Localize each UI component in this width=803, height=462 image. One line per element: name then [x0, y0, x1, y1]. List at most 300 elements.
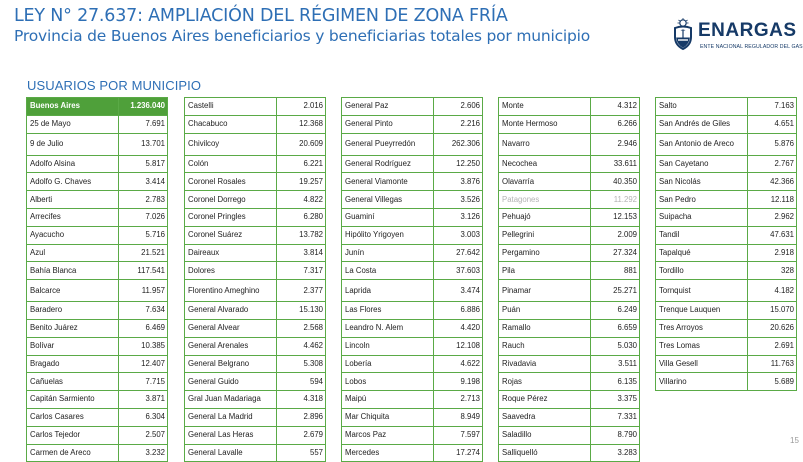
- table-row: [499, 373, 640, 391]
- municipality-name: Pinamar: [499, 280, 591, 302]
- table-row: [342, 208, 483, 226]
- municipality-name: Necochea: [499, 155, 591, 173]
- beneficiaries-count: 20.609: [277, 133, 326, 155]
- table-row: [342, 408, 483, 426]
- beneficiaries-count: 27.324: [591, 244, 640, 262]
- municipality-name: Benito Juárez: [27, 319, 119, 337]
- municipality-name: Ayacucho: [27, 226, 119, 244]
- beneficiaries-count: 3.474: [434, 280, 483, 302]
- municipality-name: Pergamino: [499, 244, 591, 262]
- beneficiaries-count: 2.713: [434, 391, 483, 409]
- table-row: [342, 133, 483, 155]
- table-row: [499, 98, 640, 116]
- municipality-name: General Arenales: [185, 337, 277, 355]
- beneficiaries-count: 40.350: [591, 173, 640, 191]
- municipality-name: Bolívar: [27, 337, 119, 355]
- municipality-name: Pila: [499, 262, 591, 280]
- table-row: [499, 337, 640, 355]
- table-row: [27, 173, 168, 191]
- table-row: [499, 302, 640, 320]
- municipality-name: Tres Lomas: [656, 337, 748, 355]
- municipality-name: Saladillo: [499, 426, 591, 444]
- beneficiaries-count: 3.526: [434, 191, 483, 209]
- municipality-name: Villa Gesell: [656, 355, 748, 373]
- municipality-name: Bragado: [27, 355, 119, 373]
- beneficiaries-count: 4.822: [277, 191, 326, 209]
- beneficiaries-count: 25.271: [591, 280, 640, 302]
- beneficiaries-count: 881: [591, 262, 640, 280]
- municipality-name: Colón: [185, 155, 277, 173]
- municipality-name: General Alvarado: [185, 302, 277, 320]
- table-row: [342, 302, 483, 320]
- municipality-name: Balcarce: [27, 280, 119, 302]
- municipality-name: Capitán Sarmiento: [27, 391, 119, 409]
- table-row: [499, 426, 640, 444]
- table-row: [656, 244, 797, 262]
- beneficiaries-count: 2.568: [277, 319, 326, 337]
- table-row: [27, 280, 168, 302]
- municipality-name: Carlos Tejedor: [27, 426, 119, 444]
- beneficiaries-count: 6.249: [591, 302, 640, 320]
- table-row: [185, 173, 326, 191]
- beneficiaries-count: 4.651: [748, 115, 797, 133]
- table-row: [499, 262, 640, 280]
- beneficiaries-count: 2.016: [277, 98, 326, 116]
- municipality-name: Adolfo G. Chaves: [27, 173, 119, 191]
- beneficiaries-count: 117.541: [119, 262, 168, 280]
- municipality-name: Baradero: [27, 302, 119, 320]
- municipality-name: Lobos: [342, 373, 434, 391]
- municipality-name: Coronel Dorrego: [185, 191, 277, 209]
- table-row: [27, 355, 168, 373]
- municipality-name: San Cayetano: [656, 155, 748, 173]
- table-row: [185, 244, 326, 262]
- beneficiaries-count: 4.622: [434, 355, 483, 373]
- table-row: [342, 337, 483, 355]
- municipality-name: Ramallo: [499, 319, 591, 337]
- table-row: [27, 244, 168, 262]
- table-row: [656, 191, 797, 209]
- beneficiaries-count: 6.304: [119, 408, 168, 426]
- municipality-name: Tordillo: [656, 262, 748, 280]
- municipality-name: General Alvear: [185, 319, 277, 337]
- table-row: [656, 98, 797, 116]
- table-row: [185, 408, 326, 426]
- municipality-name: Villarino: [656, 373, 748, 391]
- municipality-name: San Andrés de Giles: [656, 115, 748, 133]
- municipality-name: Guaminí: [342, 208, 434, 226]
- beneficiaries-count: 47.631: [748, 226, 797, 244]
- table-row: [27, 373, 168, 391]
- table-row: [342, 373, 483, 391]
- beneficiaries-count: 6.266: [591, 115, 640, 133]
- municipality-name: Chivilcoy: [185, 133, 277, 155]
- municipality-table: [498, 97, 640, 462]
- municipality-name: Lobería: [342, 355, 434, 373]
- table-row: [27, 302, 168, 320]
- municipality-name: General Guido: [185, 373, 277, 391]
- table-row: [342, 98, 483, 116]
- table-row: [656, 302, 797, 320]
- beneficiaries-count: 4.318: [277, 391, 326, 409]
- beneficiaries-count: 12.153: [591, 208, 640, 226]
- table-row: [27, 155, 168, 173]
- municipality-name: General Villegas: [342, 191, 434, 209]
- beneficiaries-count: 3.003: [434, 226, 483, 244]
- municipality-name: Dolores: [185, 262, 277, 280]
- municipality-table: [184, 97, 326, 462]
- beneficiaries-count: 3.375: [591, 391, 640, 409]
- table-row: [499, 319, 640, 337]
- municipality-name: Salliquelló: [499, 444, 591, 462]
- municipality-name: 25 de Mayo: [27, 115, 119, 133]
- logo-name: ENARGAS: [698, 20, 797, 41]
- municipality-name: Gral Juan Madariaga: [185, 391, 277, 409]
- table-row: [185, 391, 326, 409]
- municipality-name: Las Flores: [342, 302, 434, 320]
- municipality-table: [655, 97, 797, 391]
- municipality-name: Roque Pérez: [499, 391, 591, 409]
- argentina-coat-of-arms-icon: [670, 18, 696, 50]
- municipality-name: 9 de Julio: [27, 133, 119, 155]
- beneficiaries-count: 5.689: [748, 373, 797, 391]
- beneficiaries-count: 17.274: [434, 444, 483, 462]
- beneficiaries-count: 2.377: [277, 280, 326, 302]
- beneficiaries-count: 328: [748, 262, 797, 280]
- beneficiaries-count: 3.876: [434, 173, 483, 191]
- beneficiaries-count: 6.469: [119, 319, 168, 337]
- beneficiaries-count: 11.292: [591, 191, 640, 209]
- table-row: [499, 444, 640, 462]
- beneficiaries-count: 3.126: [434, 208, 483, 226]
- beneficiaries-count: 42.366: [748, 173, 797, 191]
- municipality-name: San Pedro: [656, 191, 748, 209]
- municipality-name: Leandro N. Alem: [342, 319, 434, 337]
- header: [14, 6, 590, 45]
- beneficiaries-count: 2.767: [748, 155, 797, 173]
- municipality-name: Salto: [656, 98, 748, 116]
- table-row: [656, 115, 797, 133]
- table-row: [342, 115, 483, 133]
- municipality-name: General Paz: [342, 98, 434, 116]
- municipality-name: Castelli: [185, 98, 277, 116]
- table-row: [185, 280, 326, 302]
- table-row: [185, 115, 326, 133]
- municipality-name: Tapalqué: [656, 244, 748, 262]
- page-subtitle: Provincia de Buenos Aires beneficiarios y beneficiarias totales por municipio: [14, 27, 591, 45]
- table-row: [185, 133, 326, 155]
- beneficiaries-count: 7.715: [119, 373, 168, 391]
- municipality-name: Daireaux: [185, 244, 277, 262]
- municipality-name: Navarro: [499, 133, 591, 155]
- beneficiaries-count: 12.108: [434, 337, 483, 355]
- table-row: [656, 208, 797, 226]
- table-row: [342, 391, 483, 409]
- table-row: [499, 226, 640, 244]
- section-title: USUARIOS POR MUNICIPIO: [27, 78, 202, 93]
- table-row: [499, 355, 640, 373]
- beneficiaries-count: 6.135: [591, 373, 640, 391]
- municipality-name: Tres Arroyos: [656, 319, 748, 337]
- table-row: [27, 444, 168, 462]
- table-row: [342, 191, 483, 209]
- municipality-name: Azul: [27, 244, 119, 262]
- municipality-name: Chacabuco: [185, 115, 277, 133]
- municipality-name: Maipú: [342, 391, 434, 409]
- municipality-name: Coronel Suárez: [185, 226, 277, 244]
- beneficiaries-count: 3.814: [277, 244, 326, 262]
- municipality-name: Buenos Aires: [27, 98, 119, 116]
- municipality-name: Trenque Lauquen: [656, 302, 748, 320]
- table-row: [185, 337, 326, 355]
- beneficiaries-count: 20.626: [748, 319, 797, 337]
- table-row: [499, 115, 640, 133]
- table-row: [499, 391, 640, 409]
- municipality-name: Hipólito Yrigoyen: [342, 226, 434, 244]
- beneficiaries-count: 6.886: [434, 302, 483, 320]
- table-row: [499, 408, 640, 426]
- table-row: [27, 337, 168, 355]
- beneficiaries-count: 12.250: [434, 155, 483, 173]
- table-row: [185, 262, 326, 280]
- municipality-name: Rivadavia: [499, 355, 591, 373]
- beneficiaries-count: 7.331: [591, 408, 640, 426]
- beneficiaries-count: 5.817: [119, 155, 168, 173]
- municipality-name: Arrecifes: [27, 208, 119, 226]
- table-row: [656, 373, 797, 391]
- beneficiaries-count: 19.257: [277, 173, 326, 191]
- table-row: [27, 391, 168, 409]
- municipality-name: Olavarría: [499, 173, 591, 191]
- table-row: [185, 226, 326, 244]
- beneficiaries-count: 1.236.040: [119, 98, 168, 116]
- beneficiaries-count: 2.009: [591, 226, 640, 244]
- beneficiaries-count: 13.701: [119, 133, 168, 155]
- beneficiaries-count: 2.691: [748, 337, 797, 355]
- beneficiaries-count: 11.957: [119, 280, 168, 302]
- beneficiaries-count: 15.070: [748, 302, 797, 320]
- municipality-name: Lincoln: [342, 337, 434, 355]
- table-row: [185, 191, 326, 209]
- table-row: [185, 208, 326, 226]
- table-row: [185, 373, 326, 391]
- beneficiaries-count: 12.407: [119, 355, 168, 373]
- municipality-name: General Lavalle: [185, 444, 277, 462]
- table-row: [656, 355, 797, 373]
- municipality-name: Monte Hermoso: [499, 115, 591, 133]
- beneficiaries-count: 15.130: [277, 302, 326, 320]
- beneficiaries-count: 37.603: [434, 262, 483, 280]
- table-row: [342, 226, 483, 244]
- municipality-name: Pellegrini: [499, 226, 591, 244]
- beneficiaries-count: 7.691: [119, 115, 168, 133]
- beneficiaries-count: 7.634: [119, 302, 168, 320]
- municipality-name: Monte: [499, 98, 591, 116]
- province-total-row: [27, 98, 168, 116]
- table-row: [499, 208, 640, 226]
- municipality-name: Saavedra: [499, 408, 591, 426]
- municipality-name: Junín: [342, 244, 434, 262]
- page-title: LEY N° 27.637: AMPLIACIÓN DEL RÉGIMEN DE ZONA FRÍA: [14, 6, 508, 26]
- beneficiaries-count: 2.896: [277, 408, 326, 426]
- municipality-name: Rojas: [499, 373, 591, 391]
- beneficiaries-count: 11.763: [748, 355, 797, 373]
- table-row: [656, 173, 797, 191]
- table-row: [656, 280, 797, 302]
- beneficiaries-count: 7.163: [748, 98, 797, 116]
- table-row: [185, 98, 326, 116]
- table-row: [342, 155, 483, 173]
- table-row: [656, 319, 797, 337]
- municipality-name: Florentino Ameghino: [185, 280, 277, 302]
- beneficiaries-count: 5.716: [119, 226, 168, 244]
- municipality-name: Suipacha: [656, 208, 748, 226]
- municipality-name: Tandil: [656, 226, 748, 244]
- municipality-name: Laprida: [342, 280, 434, 302]
- municipality-name: General Belgrano: [185, 355, 277, 373]
- municipality-name: Mercedes: [342, 444, 434, 462]
- beneficiaries-count: 2.962: [748, 208, 797, 226]
- table-row: [27, 226, 168, 244]
- beneficiaries-count: 4.420: [434, 319, 483, 337]
- table-row: [342, 262, 483, 280]
- table-row: [185, 319, 326, 337]
- table-row: [185, 302, 326, 320]
- municipality-name: Patagones: [499, 191, 591, 209]
- municipality-name: Coronel Pringles: [185, 208, 277, 226]
- municipality-table: [341, 97, 483, 462]
- table-row: [499, 155, 640, 173]
- table-row: [27, 133, 168, 155]
- beneficiaries-count: 8.949: [434, 408, 483, 426]
- municipality-name: Alberti: [27, 191, 119, 209]
- table-row: [656, 155, 797, 173]
- beneficiaries-count: 3.283: [591, 444, 640, 462]
- municipality-name: Rauch: [499, 337, 591, 355]
- table-row: [185, 155, 326, 173]
- beneficiaries-count: 6.280: [277, 208, 326, 226]
- table-row: [342, 444, 483, 462]
- municipality-name: Tornquist: [656, 280, 748, 302]
- municipality-name: Bahía Blanca: [27, 262, 119, 280]
- table-row: [27, 426, 168, 444]
- table-row: [342, 426, 483, 444]
- table-row: [342, 280, 483, 302]
- logo-tagline: ENTE NACIONAL REGULADOR DEL GAS: [700, 44, 803, 50]
- table-row: [27, 191, 168, 209]
- beneficiaries-count: 4.312: [591, 98, 640, 116]
- beneficiaries-count: 5.030: [591, 337, 640, 355]
- municipality-name: Carlos Casares: [27, 408, 119, 426]
- table-row: [656, 133, 797, 155]
- table-row: [499, 280, 640, 302]
- beneficiaries-count: 9.198: [434, 373, 483, 391]
- beneficiaries-count: 6.659: [591, 319, 640, 337]
- municipality-name: General Las Heras: [185, 426, 277, 444]
- enargas-logo: [668, 18, 803, 56]
- municipality-name: Cañuelas: [27, 373, 119, 391]
- beneficiaries-count: 5.876: [748, 133, 797, 155]
- table-row: [342, 244, 483, 262]
- municipality-name: Coronel Rosales: [185, 173, 277, 191]
- municipality-name: Carmen de Areco: [27, 444, 119, 462]
- table-row: [27, 115, 168, 133]
- table-row: [27, 262, 168, 280]
- beneficiaries-count: 3.871: [119, 391, 168, 409]
- beneficiaries-count: 21.521: [119, 244, 168, 262]
- beneficiaries-count: 8.790: [591, 426, 640, 444]
- municipality-name: Pehuajó: [499, 208, 591, 226]
- table-row: [499, 244, 640, 262]
- beneficiaries-count: 3.232: [119, 444, 168, 462]
- table-row: [499, 133, 640, 155]
- table-row: [499, 191, 640, 209]
- beneficiaries-count: 594: [277, 373, 326, 391]
- beneficiaries-count: 2.507: [119, 426, 168, 444]
- municipality-name: La Costa: [342, 262, 434, 280]
- table-row: [656, 337, 797, 355]
- municipality-table: [26, 97, 168, 462]
- beneficiaries-count: 4.462: [277, 337, 326, 355]
- municipality-name: San Nicolás: [656, 173, 748, 191]
- beneficiaries-count: 27.642: [434, 244, 483, 262]
- beneficiaries-count: 7.317: [277, 262, 326, 280]
- beneficiaries-count: 2.946: [591, 133, 640, 155]
- municipality-name: General Viamonte: [342, 173, 434, 191]
- beneficiaries-count: 5.308: [277, 355, 326, 373]
- municipality-name: General La Madrid: [185, 408, 277, 426]
- municipality-name: Marcos Paz: [342, 426, 434, 444]
- beneficiaries-count: 6.221: [277, 155, 326, 173]
- beneficiaries-count: 2.783: [119, 191, 168, 209]
- table-row: [656, 262, 797, 280]
- beneficiaries-count: 557: [277, 444, 326, 462]
- table-row: [185, 444, 326, 462]
- table-row: [185, 426, 326, 444]
- table-row: [27, 319, 168, 337]
- municipality-name: General Pinto: [342, 115, 434, 133]
- table-row: [342, 319, 483, 337]
- beneficiaries-count: 10.385: [119, 337, 168, 355]
- beneficiaries-count: 2.606: [434, 98, 483, 116]
- table-row: [185, 355, 326, 373]
- beneficiaries-count: 12.118: [748, 191, 797, 209]
- beneficiaries-count: 2.918: [748, 244, 797, 262]
- table-row: [27, 408, 168, 426]
- municipality-name: General Rodríguez: [342, 155, 434, 173]
- page-number: 15: [790, 436, 799, 445]
- municipality-name: Adolfo Alsina: [27, 155, 119, 173]
- beneficiaries-count: 262.306: [434, 133, 483, 155]
- beneficiaries-count: 12.368: [277, 115, 326, 133]
- municipality-name: San Antonio de Areco: [656, 133, 748, 155]
- municipality-name: General Pueyrredón: [342, 133, 434, 155]
- municipality-name: Mar Chiquita: [342, 408, 434, 426]
- municipality-name: Puán: [499, 302, 591, 320]
- beneficiaries-count: 2.679: [277, 426, 326, 444]
- table-row: [499, 173, 640, 191]
- beneficiaries-count: 7.597: [434, 426, 483, 444]
- beneficiaries-count: 3.511: [591, 355, 640, 373]
- table-row: [342, 355, 483, 373]
- beneficiaries-count: 2.216: [434, 115, 483, 133]
- beneficiaries-count: 13.782: [277, 226, 326, 244]
- beneficiaries-count: 3.414: [119, 173, 168, 191]
- beneficiaries-count: 33.611: [591, 155, 640, 173]
- table-row: [342, 173, 483, 191]
- table-row: [27, 208, 168, 226]
- beneficiaries-count: 7.026: [119, 208, 168, 226]
